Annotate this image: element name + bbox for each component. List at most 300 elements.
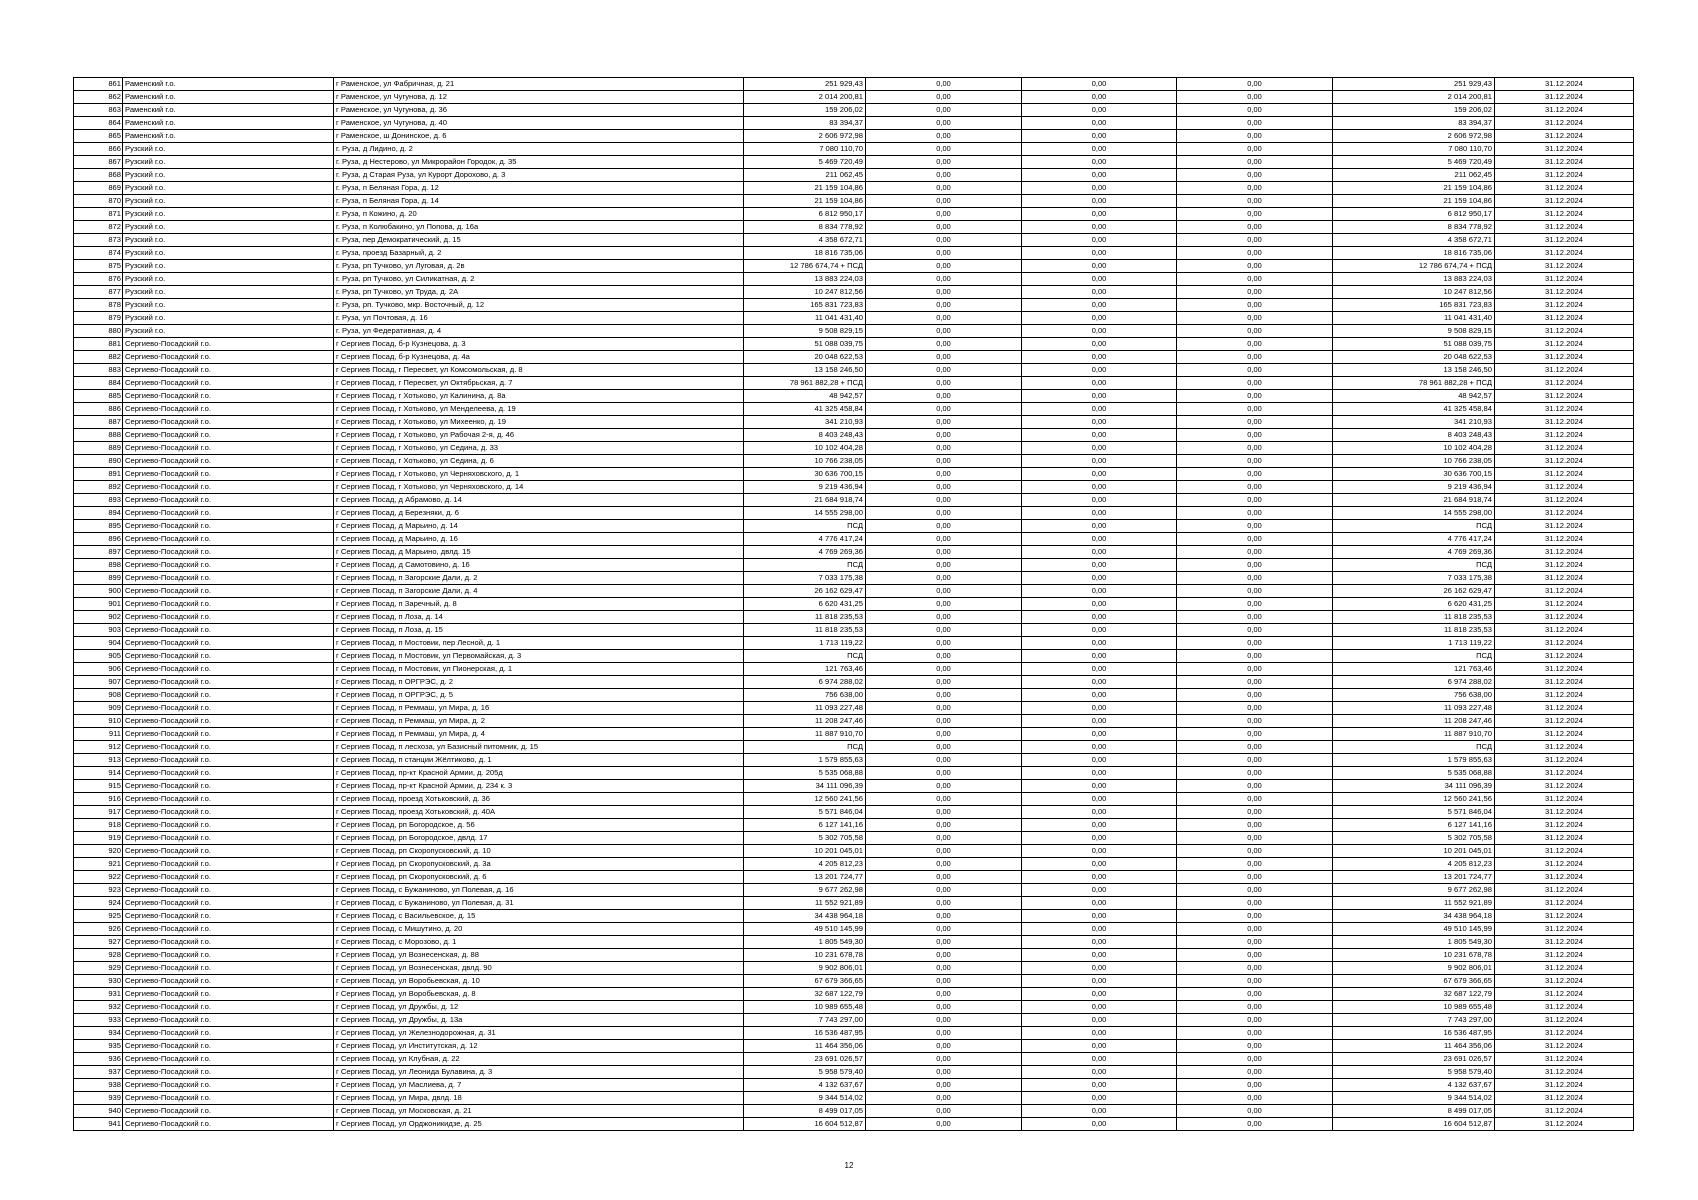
amount-col-7-cell: 0,00 xyxy=(1177,234,1333,247)
table-row xyxy=(74,1092,1634,1105)
amount-col-5-cell: 0,00 xyxy=(866,390,1022,403)
amount-total-cell: ПСД xyxy=(744,520,866,533)
amount-remaining-cell: 32 687 122,79 xyxy=(1333,988,1495,1001)
amount-col-7-cell: 0,00 xyxy=(1177,156,1333,169)
amount-remaining-cell: 23 691 026,57 xyxy=(1333,1053,1495,1066)
municipality-cell: Раменский г.о. xyxy=(123,104,334,117)
address-cell: г Сергиев Посад, ул Вознесенская, д. 88 xyxy=(334,949,744,962)
municipality-cell: Сергиево-Посадский г.о. xyxy=(123,507,334,520)
amount-remaining-cell: 11 041 431,40 xyxy=(1333,312,1495,325)
table-row xyxy=(74,416,1634,429)
amount-col-7-cell: 0,00 xyxy=(1177,819,1333,832)
amount-col-5-cell: 0,00 xyxy=(866,169,1022,182)
amount-total-cell: 4 205 812,23 xyxy=(744,858,866,871)
amount-col-6-cell: 0,00 xyxy=(1022,182,1177,195)
amount-col-7-cell: 0,00 xyxy=(1177,1066,1333,1079)
amount-total-cell: 8 403 248,43 xyxy=(744,429,866,442)
row-number-cell: 931 xyxy=(74,988,123,1001)
address-cell: г. Руза, п Беляная Гора, д. 12 xyxy=(334,182,744,195)
date-cell: 31.12.2024 xyxy=(1495,1105,1634,1118)
amount-total-cell: 7 080 110,70 xyxy=(744,143,866,156)
municipality-cell: Рузский г.о. xyxy=(123,156,334,169)
amount-total-cell: 5 469 720,49 xyxy=(744,156,866,169)
date-cell: 31.12.2024 xyxy=(1495,767,1634,780)
amount-col-6-cell: 0,00 xyxy=(1022,442,1177,455)
amount-remaining-cell: 12 786 674,74 + ПСД xyxy=(1333,260,1495,273)
amount-col-7-cell: 0,00 xyxy=(1177,403,1333,416)
municipality-cell: Сергиево-Посадский г.о. xyxy=(123,429,334,442)
amount-col-7-cell: 0,00 xyxy=(1177,1092,1333,1105)
row-number-cell: 890 xyxy=(74,455,123,468)
amount-col-5-cell: 0,00 xyxy=(866,520,1022,533)
address-cell: г Сергиев Посад, г Хотьково, ул Калинина, д. 8а xyxy=(334,390,744,403)
row-number-cell: 887 xyxy=(74,416,123,429)
date-cell: 31.12.2024 xyxy=(1495,208,1634,221)
amount-col-5-cell: 0,00 xyxy=(866,624,1022,637)
date-cell: 31.12.2024 xyxy=(1495,325,1634,338)
amount-total-cell: 6 812 950,17 xyxy=(744,208,866,221)
municipality-cell: Сергиево-Посадский г.о. xyxy=(123,572,334,585)
amount-remaining-cell: 756 638,00 xyxy=(1333,689,1495,702)
amount-col-5-cell: 0,00 xyxy=(866,1053,1022,1066)
table-row xyxy=(74,689,1634,702)
amount-col-5-cell: 0,00 xyxy=(866,1066,1022,1079)
amount-col-6-cell: 0,00 xyxy=(1022,234,1177,247)
amount-remaining-cell: 341 210,93 xyxy=(1333,416,1495,429)
row-number-cell: 910 xyxy=(74,715,123,728)
amount-remaining-cell: 10 247 812,56 xyxy=(1333,286,1495,299)
amount-col-7-cell: 0,00 xyxy=(1177,1079,1333,1092)
table-row xyxy=(74,923,1634,936)
amount-col-7-cell: 0,00 xyxy=(1177,780,1333,793)
municipality-cell: Сергиево-Посадский г.о. xyxy=(123,624,334,637)
municipality-cell: Сергиево-Посадский г.о. xyxy=(123,975,334,988)
amount-col-6-cell: 0,00 xyxy=(1022,715,1177,728)
amount-col-5-cell: 0,00 xyxy=(866,1027,1022,1040)
table-body xyxy=(74,78,1634,1131)
amount-col-7-cell: 0,00 xyxy=(1177,988,1333,1001)
row-number-cell: 879 xyxy=(74,312,123,325)
date-cell: 31.12.2024 xyxy=(1495,975,1634,988)
amount-total-cell: 10 247 812,56 xyxy=(744,286,866,299)
date-cell: 31.12.2024 xyxy=(1495,429,1634,442)
amount-col-7-cell: 0,00 xyxy=(1177,702,1333,715)
amount-remaining-cell: 10 989 655,48 xyxy=(1333,1001,1495,1014)
amount-col-7-cell: 0,00 xyxy=(1177,715,1333,728)
table-row xyxy=(74,91,1634,104)
date-cell: 31.12.2024 xyxy=(1495,481,1634,494)
municipality-cell: Сергиево-Посадский г.о. xyxy=(123,546,334,559)
amount-total-cell: 7 743 297,00 xyxy=(744,1014,866,1027)
address-cell: г Сергиев Посад, ул Леонида Булавина, д. 3 xyxy=(334,1066,744,1079)
amount-remaining-cell: 26 162 629,47 xyxy=(1333,585,1495,598)
table-row xyxy=(74,377,1634,390)
amount-col-7-cell: 0,00 xyxy=(1177,858,1333,871)
address-cell: г Сергиев Посад, д Березняки, д. 6 xyxy=(334,507,744,520)
amount-remaining-cell: 5 571 846,04 xyxy=(1333,806,1495,819)
municipality-cell: Сергиево-Посадский г.о. xyxy=(123,780,334,793)
table-row xyxy=(74,390,1634,403)
row-number-cell: 878 xyxy=(74,299,123,312)
row-number-cell: 866 xyxy=(74,143,123,156)
amount-col-7-cell: 0,00 xyxy=(1177,260,1333,273)
amount-col-6-cell: 0,00 xyxy=(1022,1040,1177,1053)
table-row xyxy=(74,702,1634,715)
amount-remaining-cell: 10 102 404,28 xyxy=(1333,442,1495,455)
municipality-cell: Сергиево-Посадский г.о. xyxy=(123,767,334,780)
date-cell: 31.12.2024 xyxy=(1495,1118,1634,1131)
date-cell: 31.12.2024 xyxy=(1495,897,1634,910)
amount-col-6-cell: 0,00 xyxy=(1022,338,1177,351)
amount-col-5-cell: 0,00 xyxy=(866,598,1022,611)
amount-remaining-cell: 51 088 039,75 xyxy=(1333,338,1495,351)
municipality-cell: Сергиево-Посадский г.о. xyxy=(123,1105,334,1118)
amount-total-cell: 11 208 247,46 xyxy=(744,715,866,728)
amount-col-6-cell: 0,00 xyxy=(1022,910,1177,923)
row-number-cell: 927 xyxy=(74,936,123,949)
row-number-cell: 894 xyxy=(74,507,123,520)
amount-col-5-cell: 0,00 xyxy=(866,234,1022,247)
address-cell: г Сергиев Посад, п Лоза, д. 15 xyxy=(334,624,744,637)
municipality-cell: Сергиево-Посадский г.о. xyxy=(123,455,334,468)
address-cell: г Сергиев Посад, ул Воробьевская, д. 8 xyxy=(334,988,744,1001)
municipality-cell: Рузский г.о. xyxy=(123,260,334,273)
amount-col-6-cell: 0,00 xyxy=(1022,1053,1177,1066)
table-row xyxy=(74,156,1634,169)
amount-col-6-cell: 0,00 xyxy=(1022,780,1177,793)
amount-col-5-cell: 0,00 xyxy=(866,442,1022,455)
amount-col-6-cell: 0,00 xyxy=(1022,364,1177,377)
amount-remaining-cell: 159 206,02 xyxy=(1333,104,1495,117)
amount-remaining-cell: 4 205 812,23 xyxy=(1333,858,1495,871)
amount-col-7-cell: 0,00 xyxy=(1177,143,1333,156)
amount-col-5-cell: 0,00 xyxy=(866,182,1022,195)
amount-remaining-cell: 251 929,43 xyxy=(1333,78,1495,91)
amount-total-cell: ПСД xyxy=(744,559,866,572)
amount-col-5-cell: 0,00 xyxy=(866,377,1022,390)
amount-remaining-cell: 1 805 549,30 xyxy=(1333,936,1495,949)
row-number-cell: 917 xyxy=(74,806,123,819)
row-number-cell: 861 xyxy=(74,78,123,91)
amount-total-cell: 10 102 404,28 xyxy=(744,442,866,455)
address-cell: г Раменское, ул Чугунова, д. 40 xyxy=(334,117,744,130)
municipality-cell: Сергиево-Посадский г.о. xyxy=(123,962,334,975)
address-cell: г. Руза, рп Тучково, ул Луговая, д. 2в xyxy=(334,260,744,273)
amount-remaining-cell: 2 014 200,81 xyxy=(1333,91,1495,104)
table-row xyxy=(74,1066,1634,1079)
municipality-cell: Сергиево-Посадский г.о. xyxy=(123,1066,334,1079)
row-number-cell: 923 xyxy=(74,884,123,897)
municipality-cell: Сергиево-Посадский г.о. xyxy=(123,1040,334,1053)
amount-total-cell: 21 684 918,74 xyxy=(744,494,866,507)
municipality-cell: Сергиево-Посадский г.о. xyxy=(123,611,334,624)
date-cell: 31.12.2024 xyxy=(1495,455,1634,468)
amount-remaining-cell: 11 093 227,48 xyxy=(1333,702,1495,715)
address-cell: г Сергиев Посад, рп Богородское, д. 56 xyxy=(334,819,744,832)
table-row xyxy=(74,1053,1634,1066)
amount-col-6-cell: 0,00 xyxy=(1022,650,1177,663)
address-cell: г. Руза, пер Демократический, д. 15 xyxy=(334,234,744,247)
address-cell: г Сергиев Посад, б-р Кузнецова, д. 3 xyxy=(334,338,744,351)
table-row xyxy=(74,169,1634,182)
amount-total-cell: 23 691 026,57 xyxy=(744,1053,866,1066)
amount-total-cell: 11 464 356,06 xyxy=(744,1040,866,1053)
row-number-cell: 898 xyxy=(74,559,123,572)
municipality-cell: Рузский г.о. xyxy=(123,273,334,286)
address-cell: г Сергиев Посад, ул Железнодорожная, д. 31 xyxy=(334,1027,744,1040)
municipality-cell: Раменский г.о. xyxy=(123,78,334,91)
municipality-cell: Рузский г.о. xyxy=(123,221,334,234)
address-cell: г Сергиев Посад, д Самотовино, д. 16 xyxy=(334,559,744,572)
amount-remaining-cell: 9 902 806,01 xyxy=(1333,962,1495,975)
municipality-cell: Сергиево-Посадский г.о. xyxy=(123,533,334,546)
amount-col-6-cell: 0,00 xyxy=(1022,754,1177,767)
amount-col-6-cell: 0,00 xyxy=(1022,286,1177,299)
amount-col-7-cell: 0,00 xyxy=(1177,338,1333,351)
table-row xyxy=(74,806,1634,819)
amount-total-cell: 13 883 224,03 xyxy=(744,273,866,286)
amount-col-7-cell: 0,00 xyxy=(1177,611,1333,624)
amount-remaining-cell: ПСД xyxy=(1333,559,1495,572)
date-cell: 31.12.2024 xyxy=(1495,884,1634,897)
amount-remaining-cell: 34 438 964,18 xyxy=(1333,910,1495,923)
table-row xyxy=(74,507,1634,520)
table-row xyxy=(74,793,1634,806)
amount-col-5-cell: 0,00 xyxy=(866,416,1022,429)
address-cell: г Сергиев Посад, п Мостовик, ул Первомайская, д. 3 xyxy=(334,650,744,663)
municipality-cell: Сергиево-Посадский г.о. xyxy=(123,403,334,416)
amount-col-5-cell: 0,00 xyxy=(866,429,1022,442)
municipality-cell: Рузский г.о. xyxy=(123,299,334,312)
municipality-cell: Сергиево-Посадский г.о. xyxy=(123,819,334,832)
municipality-cell: Сергиево-Посадский г.о. xyxy=(123,1118,334,1131)
amount-col-7-cell: 0,00 xyxy=(1177,910,1333,923)
amount-col-5-cell: 0,00 xyxy=(866,338,1022,351)
row-number-cell: 924 xyxy=(74,897,123,910)
address-cell: г. Руза, рп Тучково, ул Труда, д. 2А xyxy=(334,286,744,299)
table-row xyxy=(74,494,1634,507)
amount-remaining-cell: 13 158 246,50 xyxy=(1333,364,1495,377)
amount-col-6-cell: 0,00 xyxy=(1022,793,1177,806)
row-number-cell: 922 xyxy=(74,871,123,884)
amount-col-6-cell: 0,00 xyxy=(1022,468,1177,481)
date-cell: 31.12.2024 xyxy=(1495,117,1634,130)
amount-total-cell: 12 786 674,74 + ПСД xyxy=(744,260,866,273)
municipality-cell: Рузский г.о. xyxy=(123,325,334,338)
address-cell: г Сергиев Посад, рп Богородское, двлд. 17 xyxy=(334,832,744,845)
table-row xyxy=(74,741,1634,754)
amount-col-7-cell: 0,00 xyxy=(1177,546,1333,559)
row-number-cell: 886 xyxy=(74,403,123,416)
address-cell: г Сергиев Посад, п Лоза, д. 14 xyxy=(334,611,744,624)
address-cell: г Раменское, ул Чугунова, д. 12 xyxy=(334,91,744,104)
address-cell: г Сергиев Посад, г Хотьково, ул Черняховского, д. 14 xyxy=(334,481,744,494)
row-number-cell: 911 xyxy=(74,728,123,741)
table-row xyxy=(74,663,1634,676)
date-cell: 31.12.2024 xyxy=(1495,533,1634,546)
address-cell: г Сергиев Посад, ул Маслиева, д. 7 xyxy=(334,1079,744,1092)
amount-total-cell: 1 713 119,22 xyxy=(744,637,866,650)
table-row xyxy=(74,325,1634,338)
address-cell: г Сергиев Посад, г Хотьково, ул Черняховского, д. 1 xyxy=(334,468,744,481)
row-number-cell: 920 xyxy=(74,845,123,858)
row-number-cell: 934 xyxy=(74,1027,123,1040)
amount-remaining-cell: 11 208 247,46 xyxy=(1333,715,1495,728)
municipality-cell: Сергиево-Посадский г.о. xyxy=(123,910,334,923)
amount-col-6-cell: 0,00 xyxy=(1022,533,1177,546)
row-number-cell: 871 xyxy=(74,208,123,221)
table-row xyxy=(74,936,1634,949)
amount-remaining-cell: 78 961 882,28 + ПСД xyxy=(1333,377,1495,390)
address-cell: г Сергиев Посад, п Мостовик, ул Пионерская, д. 1 xyxy=(334,663,744,676)
amount-col-5-cell: 0,00 xyxy=(866,1105,1022,1118)
amount-remaining-cell: 67 679 366,65 xyxy=(1333,975,1495,988)
date-cell: 31.12.2024 xyxy=(1495,962,1634,975)
amount-col-5-cell: 0,00 xyxy=(866,936,1022,949)
municipality-cell: Сергиево-Посадский г.о. xyxy=(123,650,334,663)
date-cell: 31.12.2024 xyxy=(1495,234,1634,247)
amount-total-cell: 4 776 417,24 xyxy=(744,533,866,546)
table-row xyxy=(74,442,1634,455)
table-row xyxy=(74,611,1634,624)
amount-col-5-cell: 0,00 xyxy=(866,325,1022,338)
amount-col-7-cell: 0,00 xyxy=(1177,793,1333,806)
amount-col-7-cell: 0,00 xyxy=(1177,728,1333,741)
date-cell: 31.12.2024 xyxy=(1495,858,1634,871)
amount-total-cell: 5 302 705,58 xyxy=(744,832,866,845)
amount-col-7-cell: 0,00 xyxy=(1177,377,1333,390)
amount-total-cell: 9 508 829,15 xyxy=(744,325,866,338)
amount-col-7-cell: 0,00 xyxy=(1177,624,1333,637)
row-number-cell: 925 xyxy=(74,910,123,923)
address-cell: г Сергиев Посад, д Марьино, двлд. 15 xyxy=(334,546,744,559)
table-row xyxy=(74,299,1634,312)
amount-col-6-cell: 0,00 xyxy=(1022,598,1177,611)
amount-col-6-cell: 0,00 xyxy=(1022,871,1177,884)
amount-col-6-cell: 0,00 xyxy=(1022,455,1177,468)
amount-col-6-cell: 0,00 xyxy=(1022,377,1177,390)
municipality-cell: Сергиево-Посадский г.о. xyxy=(123,884,334,897)
amount-remaining-cell: 1 579 855,63 xyxy=(1333,754,1495,767)
date-cell: 31.12.2024 xyxy=(1495,741,1634,754)
amount-remaining-cell: 121 763,46 xyxy=(1333,663,1495,676)
address-cell: г Сергиев Посад, п Реммаш, ул Мира, д. 2 xyxy=(334,715,744,728)
amount-col-6-cell: 0,00 xyxy=(1022,858,1177,871)
amount-col-7-cell: 0,00 xyxy=(1177,520,1333,533)
address-cell: г Сергиев Посад, пр-кт Красной Армии, д. 205д xyxy=(334,767,744,780)
table-row xyxy=(74,247,1634,260)
amount-total-cell: 18 816 735,06 xyxy=(744,247,866,260)
date-cell: 31.12.2024 xyxy=(1495,871,1634,884)
date-cell: 31.12.2024 xyxy=(1495,624,1634,637)
table-row xyxy=(74,546,1634,559)
amount-col-6-cell: 0,00 xyxy=(1022,520,1177,533)
address-cell: г Сергиев Посад, г Хотьково, ул Рабочая 2-я, д. 46 xyxy=(334,429,744,442)
row-number-cell: 865 xyxy=(74,130,123,143)
date-cell: 31.12.2024 xyxy=(1495,364,1634,377)
date-cell: 31.12.2024 xyxy=(1495,702,1634,715)
date-cell: 31.12.2024 xyxy=(1495,598,1634,611)
municipality-cell: Рузский г.о. xyxy=(123,143,334,156)
date-cell: 31.12.2024 xyxy=(1495,260,1634,273)
amount-col-5-cell: 0,00 xyxy=(866,988,1022,1001)
row-number-cell: 867 xyxy=(74,156,123,169)
address-cell: г Сергиев Посад, рп Скоропусковский, д. 6 xyxy=(334,871,744,884)
amount-col-6-cell: 0,00 xyxy=(1022,637,1177,650)
date-cell: 31.12.2024 xyxy=(1495,247,1634,260)
amount-col-7-cell: 0,00 xyxy=(1177,637,1333,650)
amount-col-5-cell: 0,00 xyxy=(866,195,1022,208)
row-number-cell: 904 xyxy=(74,637,123,650)
table-row xyxy=(74,1079,1634,1092)
municipality-cell: Сергиево-Посадский г.о. xyxy=(123,481,334,494)
municipality-cell: Рузский г.о. xyxy=(123,195,334,208)
row-number-cell: 901 xyxy=(74,598,123,611)
amount-col-6-cell: 0,00 xyxy=(1022,260,1177,273)
table-row xyxy=(74,130,1634,143)
municipality-cell: Сергиево-Посадский г.о. xyxy=(123,663,334,676)
municipality-cell: Сергиево-Посадский г.о. xyxy=(123,390,334,403)
date-cell: 31.12.2024 xyxy=(1495,468,1634,481)
date-cell: 31.12.2024 xyxy=(1495,546,1634,559)
amount-col-7-cell: 0,00 xyxy=(1177,1001,1333,1014)
amount-col-6-cell: 0,00 xyxy=(1022,832,1177,845)
address-cell: г Сергиев Посад, рп Скоропусковский, д. 3а xyxy=(334,858,744,871)
amount-col-6-cell: 0,00 xyxy=(1022,208,1177,221)
table-row xyxy=(74,260,1634,273)
amount-total-cell: 165 831 723,83 xyxy=(744,299,866,312)
amount-col-7-cell: 0,00 xyxy=(1177,949,1333,962)
amount-col-7-cell: 0,00 xyxy=(1177,1040,1333,1053)
date-cell: 31.12.2024 xyxy=(1495,143,1634,156)
amount-col-6-cell: 0,00 xyxy=(1022,1118,1177,1131)
table-row xyxy=(74,221,1634,234)
table-row xyxy=(74,338,1634,351)
row-number-cell: 892 xyxy=(74,481,123,494)
address-cell: г Сергиев Посад, ул Мира, двлд. 18 xyxy=(334,1092,744,1105)
amount-col-6-cell: 0,00 xyxy=(1022,936,1177,949)
row-number-cell: 880 xyxy=(74,325,123,338)
amount-remaining-cell: 16 536 487,95 xyxy=(1333,1027,1495,1040)
row-number-cell: 939 xyxy=(74,1092,123,1105)
date-cell: 31.12.2024 xyxy=(1495,1014,1634,1027)
amount-col-7-cell: 0,00 xyxy=(1177,182,1333,195)
amount-col-7-cell: 0,00 xyxy=(1177,130,1333,143)
date-cell: 31.12.2024 xyxy=(1495,130,1634,143)
municipality-cell: Сергиево-Посадский г.о. xyxy=(123,754,334,767)
amount-col-7-cell: 0,00 xyxy=(1177,741,1333,754)
amount-remaining-cell: 8 499 017,05 xyxy=(1333,1105,1495,1118)
amount-col-7-cell: 0,00 xyxy=(1177,845,1333,858)
date-cell: 31.12.2024 xyxy=(1495,104,1634,117)
amount-col-6-cell: 0,00 xyxy=(1022,845,1177,858)
amount-col-6-cell: 0,00 xyxy=(1022,949,1177,962)
table-row xyxy=(74,481,1634,494)
row-number-cell: 862 xyxy=(74,91,123,104)
amount-col-5-cell: 0,00 xyxy=(866,572,1022,585)
amount-remaining-cell: 6 127 141,16 xyxy=(1333,819,1495,832)
amount-col-5-cell: 0,00 xyxy=(866,559,1022,572)
table-row xyxy=(74,572,1634,585)
municipality-cell: Раменский г.о. xyxy=(123,91,334,104)
amount-total-cell: 8 834 778,92 xyxy=(744,221,866,234)
amount-remaining-cell: 6 974 288,02 xyxy=(1333,676,1495,689)
amount-col-5-cell: 0,00 xyxy=(866,741,1022,754)
amount-remaining-cell: 20 048 622,53 xyxy=(1333,351,1495,364)
row-number-cell: 891 xyxy=(74,468,123,481)
amount-col-6-cell: 0,00 xyxy=(1022,494,1177,507)
amount-total-cell: 30 636 700,15 xyxy=(744,468,866,481)
